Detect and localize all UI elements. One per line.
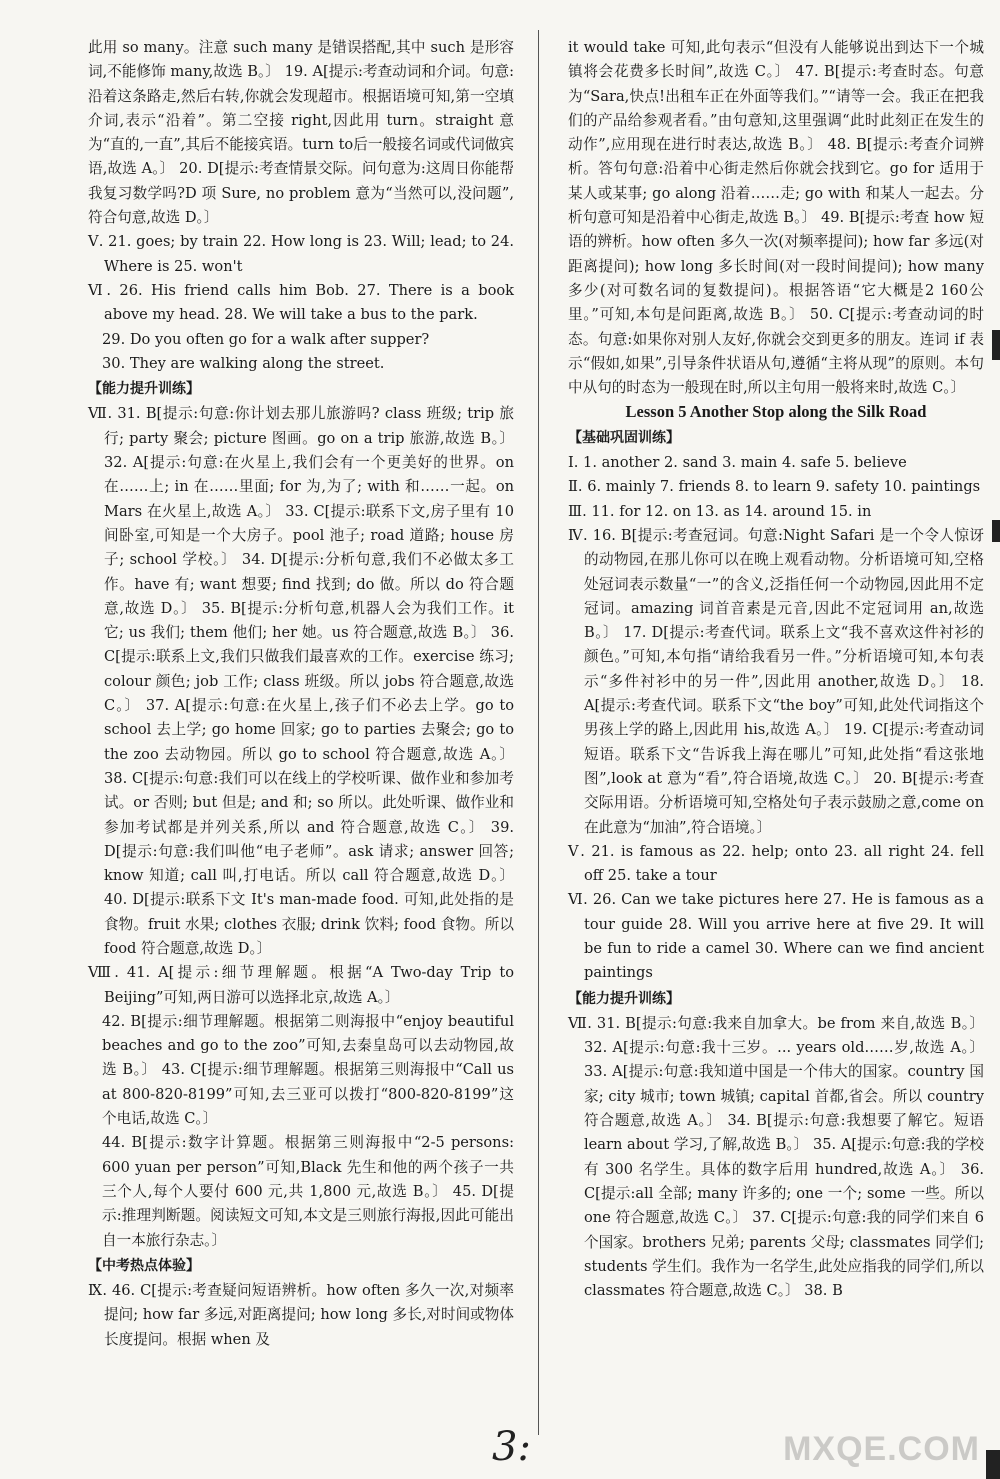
section-vi-answers-right: Ⅵ. 26. Can we take pictures here 27. He is famous as a tour guide 28. Will you arrive here at five 29. It will be fun to ride a camel 30. Where can we find ancient paintings: [568, 891, 984, 982]
section-vi-line-1: Ⅵ. 26. His friend calls him Bob. 27. There is a book above my head. 28. We will take a bus to the park.: [88, 281, 514, 324]
edge-tab-mark: [992, 520, 1000, 542]
edge-tab-mark: [992, 330, 1000, 360]
section-vi-line-3: 30. They are walking along the street.: [102, 354, 385, 372]
section-i-answers: Ⅰ. 1. another 2. sand 3. main 4. safe 5. believe: [568, 454, 907, 472]
section-vii-answers-right: Ⅶ. 31. B[提示:句意:我来自加拿大。be from 来自,故选 B。〕 32. A[提示:句意:我十三岁。... years old……岁,故选 A。〕 33. A[提示:句意:我知道中国是一个伟大的国家。country 国家; city 城市; town 城镇; capital 首都,省会。所以 country 符合题意,故选 A。〕 34. B[提示:句意:我想要了解它。短语 learn about 学习,了解,故选 B。〕 35. A[提示:句意:我的学校有 300 名学生。具体的数字后用 hundred,故选 A。〕 36. C[提示:all 全部; many 许多的; one 一个; some 一些。所以 one 符合题意,故选 C。〕 37. C[提示:句意:我的同学们来自 6 个国家。brothers 兄弟; parents 父母; classmates 同学们; students 学生们。我作为一名学生,此处应指我的同学们,所以 classmates 符合题意,故选 C。〕 38. B: [568, 1014, 984, 1300]
section-vii-answers: Ⅶ. 31. B[提示:句意:你计划去那儿旅游吗? class 班级; trip 旅行; party 聚会; picture 图画。go on a trip 旅游,故选 B。〕 32. A[提示:句意:在火星上,我们会有一个更美好的世界。on 在……上; in 在……里面; for 为,为了; with 和……一起。on Mars 在火星上,故选 A。〕 33. C[提示:联系下文,房子里有 10 间卧室,可知是一个大房子。pool 池子; road 道路; house 房子; school 学校。〕 34. D[提示:分析句意,我们不必做太多工作。have 有; want 想要; find 找到; do 做。所以 do 符合题意,故选 D。〕 35. B[提示:分析句意,机器人会为我们工作。it 它; us 我们; them 他们; her 她。us 符合题意,故选 B。〕 36. C[提示:联系上文,我们只做我们最喜欢的工作。exercise 练习; colour 颜色; job 工作; class 班级。所以 jobs 符合题意,故选 C。〕 37. A[提示:句意:在火星上,孩子们不必去上学。go to school 去上学; go home 回家; go to parties 去聚会; go to the zoo 去动物园。所以 go to school 符合题意,故选 A。〕 38. C[提示:句意:我们可以在线上的学校听课、做作业和参加考试。or 否则; but 但是; and 和; so 所以。此处听课、做作业和参加考试都是并列关系,所以 and 符合题意,故选 C。〕 39. D[提示:句意:我们叫他“电子老师”。ask 请求; answer 回答; know 知道; call 叫,打电话。所以 call 符合题意,故选 D。〕 40. D[提示:联系下文 It's man-made food. 可知,此处指的是食物。fruit 水果; clothes 衣服; drink 饮料; food 食物。所以 food 符合题意,故选 D。〕: [88, 405, 514, 957]
section-v-answers: Ⅴ. 21. goes; by train 22. How long is 23. Will; lead; to 24. Where is 25. won't: [88, 233, 514, 275]
left-column: [88, 36, 514, 1352]
section-viii-line-3: 44. B[提示:数字计算题。根据第三则海报中“2-5 persons: 600 yuan per person”可知,Black 先生和他的两个孩子一共三个人,每个人要付 600 元,共 1,800 元,故选 B。〕 45. D[提示:推理判断题。阅读短文可知,本文是三则旅行海报,因此可能出自一本旅行杂志。〕: [102, 1134, 514, 1249]
section-ix-answers: Ⅸ. 46. C[提示:考查疑问短语辨析。how often 多久一次,对频率提问; how far 多远,对距离提问; how long 多长,对时间或物体长度提问。根据 when 及: [88, 1282, 514, 1348]
section-v-answers-right: Ⅴ. 21. is famous as 22. help; onto 23. all right 24. fell off 25. take a tour: [568, 842, 984, 885]
section-heading-ability: 【能力提升训练】: [88, 381, 200, 398]
left-intro: 此用 so many。注意 such many 是错误搭配,其中 such 是形容词,不能修饰 many,故选 B。〕 19. A[提示:考查动词和介词。句意:沿着这条路走,然后右转,你就会发现超市。根据语境可知,第一空填介词,表示“沿着”。第二空接 right,因此用 turn。straight 意为“直的,一直”,其后不能接宾语。turn to后一般接名词或代词做宾语,故选 A。〕 20. D[提示:考查情景交际。问句意为:这周日你能帮我复习数学吗?D 项 Sure, no problem 意为“当然可以,没问题”,符合句意,故选 D。〕: [88, 39, 514, 227]
page-number-handwritten: 3:: [492, 1424, 531, 1470]
right-intro: it would take 可知,此句表示“但没有人能够说出到达下一个城镇将会花费多长时间”,故选 C。〕 47. B[提示:考查时态。句意为“Sara,快点!出租车正在外面等我们。”“请等一会。我正在把我们的产品给参观者看。”由句意知,这里强调“此时此刻正在发生的动作”,应用现在进行时表达,故选 B。〕 48. B[提示:考查介词辨析。答句句意:沿着中心街走然后你就会找到它。go for 适用于某人或某事; go along 沿着……走; go with 和某人一起去。分析句意可知是沿着中心街走,故选 B。〕 49. B[提示:考查 how 短语的辨析。how often 多久一次(对频率提问); how far 多远(对距离提问); how long 多长时间(对一段时间提问); how many 多少(对可数名词的复数提问)。根据答语“它大概是2 160公里。”可知,本句是问距离,故选 B。〕 50. C[提示:考查动词的时态。句意:如果你对别人友好,你就会交到更多的朋友。连词 if 表示“假如,如果”,引导条件状语从句,遵循“主将从现”的原则。本句中从句的时态为一般现在时,所以主句用一般将来时,故选 C。〕: [568, 39, 984, 397]
section-iii-answers: Ⅲ. 11. for 12. on 13. as 14. around 15. in: [568, 502, 872, 520]
lesson-title: Lesson 5 Another Stop along the Silk Road: [625, 402, 927, 422]
section-iv-answers: Ⅳ. 16. B[提示:考查冠词。句意:Night Safari 是一个令人惊讶的动物园,在那儿你可以在晚上观看动物。分析语境可知,空格处冠词表示数量“一”的含义,泛指任何一个动物园,因此用不定冠词。amazing 词首音素是元音,因此不定冠词用 an,故选 B。〕 17. D[提示:考查代词。联系上文“我不喜欢这件衬衫的颜色。”可知,本句指“请给我看另一件。”分析语境可知,本句表示“多件衬衫中的另一件”,因此用 another,故选 D。〕 18. A[提示:考查代词。联系下文“the boy”可知,此处代词指这个男孩上学的路上,因此用 his,故选 A。〕 19. C[提示:考查动词短语。联系下文“告诉我上海在哪儿”可知,此处指“看这张地图”,look at 意为“看”,符合语境,故选 C。〕 20. B[提示:考查交际用语。分析语境可知,空格处句子表示鼓励之意,come on 在此意为“加油”,符合语境。〕: [568, 526, 984, 836]
section-ii-answers: Ⅱ. 6. mainly 7. friends 8. to learn 9. safety 10. paintings: [568, 478, 981, 496]
section-heading-ability-right: 【能力提升训练】: [568, 990, 680, 1007]
right-column: [568, 36, 984, 1303]
column-divider: [538, 30, 539, 1435]
section-heading-basic: 【基础巩固训练】: [568, 429, 680, 446]
site-watermark: MXQE.COM: [783, 1430, 980, 1468]
section-viii-line-1: Ⅷ. 41. A[提示:细节理解题。根据“A Two-day Trip to Beijing”可知,两日游可以选择北京,故选 A。〕: [88, 964, 514, 1006]
edge-tab-mark: [986, 1450, 1000, 1479]
section-heading-exam: 【中考热点体验】: [88, 1257, 200, 1274]
section-viii-line-2: 42. B[提示:细节理解题。根据第二则海报中“enjoy beautiful beaches and go to the zoo”可知,去秦皇岛可以去动物园,故选 B。〕 43. C[提示:细节理解题。根据第三则海报中“Call us at 800-820-8199”可知,去三亚可以拨打“800-820-8199”这个电话,故选 C。〕: [102, 1012, 514, 1128]
section-vi-line-2: 29. Do you often go for a walk after supper?: [102, 330, 430, 348]
